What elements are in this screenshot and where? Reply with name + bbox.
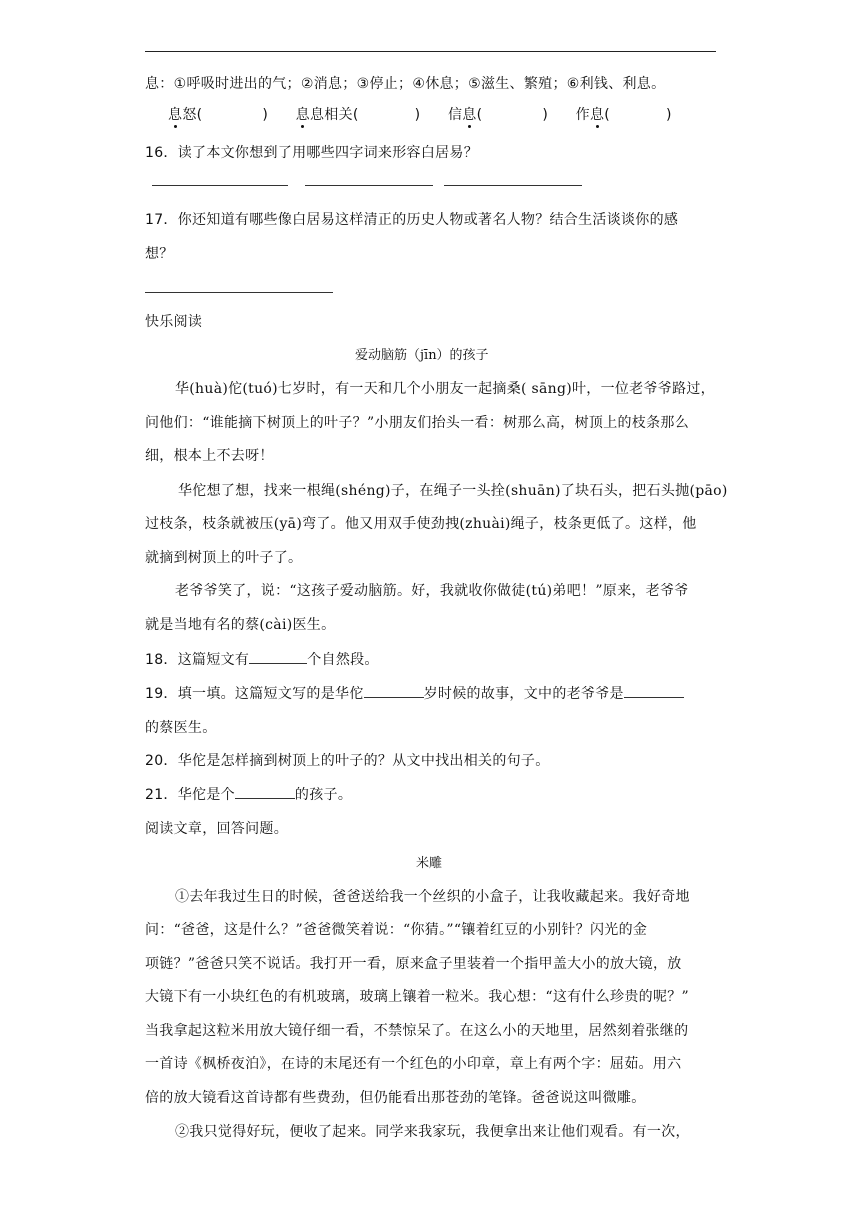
q21-question: 21．华佗是个 的孩子。 — [145, 784, 352, 804]
story1-p3-line1: 老爷爷笑了，说：“这孩子爱动脑筋。好，我就收你做徒(tú)弟吧！”原来，老爷爷 — [175, 583, 689, 599]
q15-word-1: 息怒( — [168, 107, 202, 123]
story1-p2-line2: 过枝条，枝条就被压(yā)弯了。他又用双手使劲拽(zhuài)绳子，枝条更低了。这样，他 — [145, 516, 697, 532]
q19-blank-who[interactable] — [624, 683, 684, 698]
q15-word-4: 作息( — [576, 107, 610, 123]
q15-word-list: 息怒( ) 息息相关( ) 信息( ) 作息( ) — [168, 104, 672, 124]
section-happy-reading: 快乐阅读 — [145, 314, 203, 330]
story1-title: 爱动脑筋（jīn）的孩子 — [355, 348, 489, 363]
q21-blank[interactable] — [235, 784, 295, 799]
story1-p1-line1: 华(huà)佗(tuó)七岁时，有一天和几个小朋友一起摘桑( sāng)叶，一位老爷爷路过， — [175, 381, 715, 397]
q15-word-2: 息息相关( — [296, 107, 359, 123]
q16-question: 16．读了本文你想到了用哪些四字词来形容白居易？ — [145, 145, 479, 161]
top-rule — [145, 51, 716, 52]
story2-p1-line1: ①去年我过生日的时候，爸爸送给我一个丝织的小盒子，让我收藏起来。我好奇地 — [175, 889, 690, 905]
q18-blank[interactable] — [249, 649, 307, 664]
q17-question-line2: 想？ — [145, 246, 174, 262]
story2-p1-line5: 当我拿起这粒米用放大镜仔细一看，不禁惊呆了。在这么小的天地里，居然刻着张继的 — [145, 1023, 689, 1039]
q16-answer-blank-3[interactable] — [444, 185, 582, 186]
section-read-instruction: 阅读文章，回答问题。 — [145, 821, 288, 837]
story2-p1-line6: 一首诗《枫桥夜泊》，在诗的末尾还有一个红色的小印章，章上有两个字：屈茹。用六 — [145, 1056, 682, 1072]
q15-definition: 息：①呼吸时进出的气；②消息；③停止；④休息；⑤滋生、繁殖；⑥利钱、利息。 — [145, 76, 666, 92]
q19-question-line2: 的蔡医生。 — [145, 720, 217, 736]
q18-question: 18．这篇短文有 个自然段。 — [145, 649, 379, 669]
story2-p1-line4: 大镜下有一小块红色的有机玻璃，玻璃上镶着一粒米。我心想：“这有什么珍贵的呢？” — [145, 989, 690, 1005]
q15-word-3: 信息( — [448, 107, 482, 123]
q20-question: 20．华佗是怎样摘到树顶上的叶子的？从文中找出相关的句子。 — [145, 753, 550, 769]
story2-p1-line7: 倍的放大镜看这首诗都有些费劲，但仍能看出那苍劲的笔锋。爸爸说这叫微雕。 — [145, 1090, 646, 1106]
story2-p1-line2: 问：“爸爸，这是什么？”爸爸微笑着说：“你猜。”“镶着红豆的小别针？闪光的金 — [145, 922, 648, 938]
story1-p2-line1: 华佗想了想，找来一根绳(shéng)子，在绳子一头拴(shuān)了块石头，把石头抛(pāo) — [178, 483, 728, 499]
q19-question-line1: 19．填一填。这篇短文写的是华佗 岁时候的故事，文中的老爷爷是 — [145, 683, 684, 703]
story1-p1-line2: 问他们：“谁能摘下树顶上的叶子？”小朋友们抬头一看：树那么高，树顶上的枝条那么 — [145, 415, 690, 431]
story2-p1-line3: 项链？”爸爸只笑不说话。我打开一看，原来盒子里装着一个指甲盖大小的放大镜，放 — [145, 956, 682, 972]
q17-question-line1: 17．你还知道有哪些像白居易这样清正的历史人物或著名人物？结合生活谈谈你的感 — [145, 212, 679, 228]
q16-answer-blank-1[interactable] — [152, 185, 288, 186]
story1-p1-line3: 细，根本上不去呀！ — [145, 448, 274, 464]
q16-answer-blank-2[interactable] — [305, 185, 433, 186]
story1-p2-line3: 就摘到树顶上的叶子了。 — [145, 550, 303, 566]
q19-blank-age[interactable] — [364, 683, 424, 698]
q17-answer-blank[interactable] — [145, 292, 333, 293]
story1-p3-line2: 就是当地有名的蔡(cài)医生。 — [145, 617, 336, 633]
story2-p2-line1: ②我只觉得好玩，便收了起来。同学来我家玩，我便拿出来让他们观看。有一次， — [175, 1124, 690, 1140]
story2-title: 米雕 — [416, 856, 443, 871]
